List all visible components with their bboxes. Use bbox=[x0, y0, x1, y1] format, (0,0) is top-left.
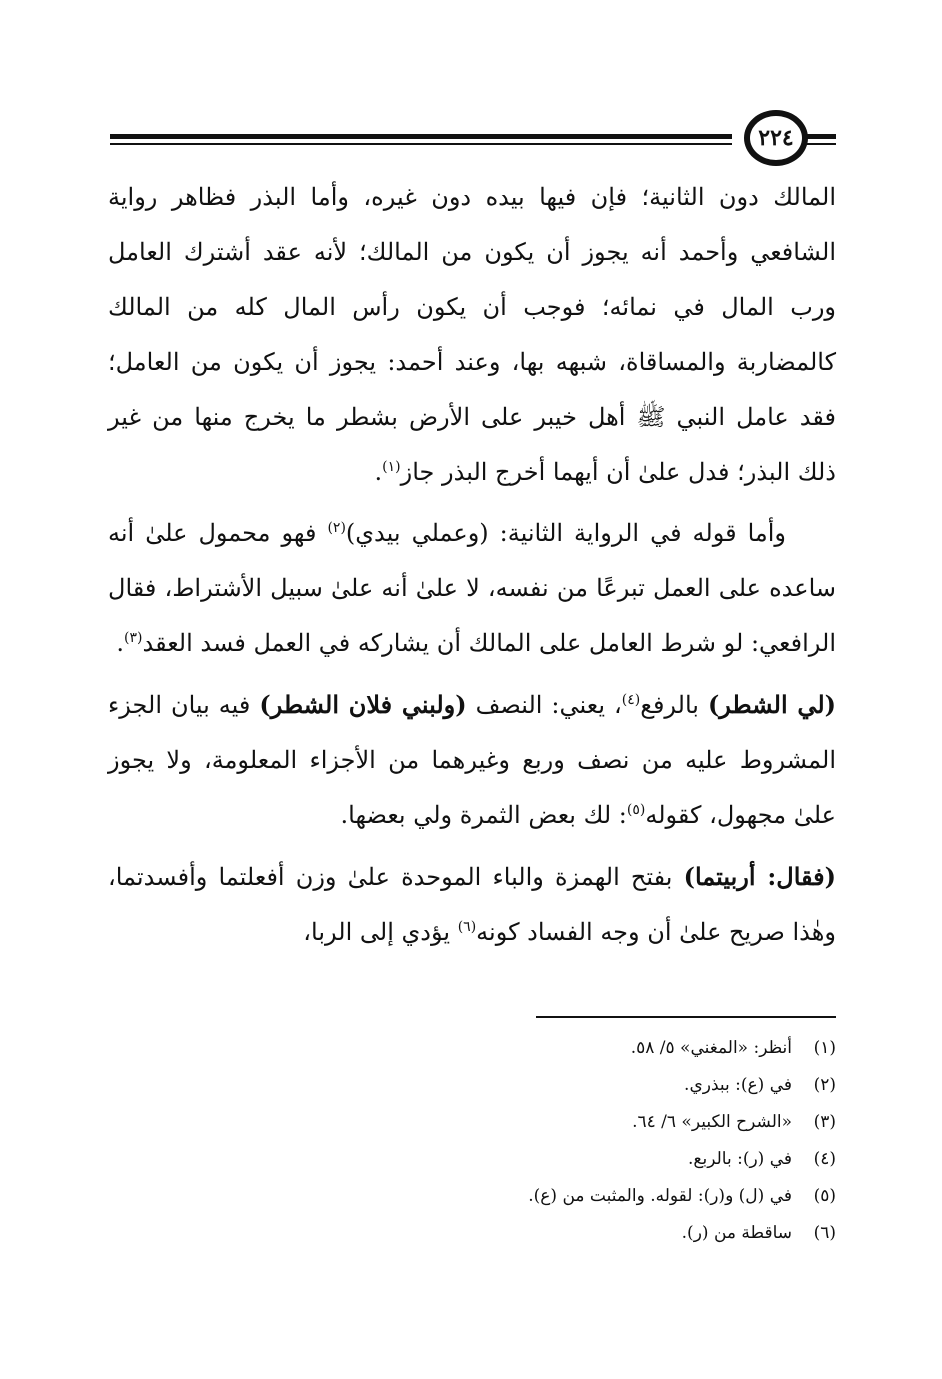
footnote-1 bbox=[336, 1030, 836, 1067]
paragraph-3 bbox=[108, 677, 836, 843]
footnote-4 bbox=[336, 1141, 836, 1178]
footnote-number: (٣) bbox=[813, 1112, 836, 1132]
footnote-5 bbox=[336, 1178, 836, 1215]
footnote-6 bbox=[336, 1215, 836, 1252]
paragraph-2-text-b: فهو محمول علىٰ أنه ساعده على العمل تبرعًا من نفسه، لا علىٰ أنه علىٰ سبيل الأشتراط، فقال الرافعي: لو شرط العامل على المالك أن يشاركه في العمل فسد العقد bbox=[108, 519, 836, 657]
footnotes bbox=[336, 1030, 836, 1252]
paragraph-4 bbox=[108, 849, 836, 960]
footnote-separator bbox=[536, 1016, 836, 1018]
footnote-number: (٢) bbox=[813, 1075, 836, 1095]
paragraph-3-text-b: ، يعني: النصف bbox=[466, 691, 622, 719]
footnote-number: (٤) bbox=[813, 1149, 836, 1169]
footnote-number: (٦) bbox=[813, 1223, 836, 1243]
footnote-marker-3: (٣) bbox=[124, 630, 143, 646]
footnote-3 bbox=[336, 1104, 836, 1141]
footnote-marker-4: (٤) bbox=[621, 692, 641, 708]
paragraph-2: وأما قوله في الرواية الثانية: (وعملي بيدي)$^{(٢)}$ فهو محمول علىٰ أنه ساعده على العمل تبرعًا من نفسه، لا علىٰ أنه علىٰ سبيل الأشتراط، فقال الرافعي: لو شرط العامل على المالك أن يشاركه في العمل فسد العقد$^{(٣)}$. bbox=[108, 519, 836, 657]
page-number: ٢٢٤ bbox=[744, 110, 808, 166]
main-text bbox=[108, 170, 836, 966]
footnote-text: أنظر: «المغني» ٥/ ٥٨. bbox=[630, 1038, 792, 1058]
footnote-marker-5: (٥) bbox=[626, 802, 646, 818]
paragraph-2-text-a: وأما قوله في الرواية الثانية: (وعملي بيدي) bbox=[345, 519, 786, 547]
footnote-marker-6: (٦) bbox=[457, 919, 477, 935]
paragraph-3-text-a: بالرفع bbox=[640, 691, 708, 719]
footnote-text: في (ل) و(ر): لقوله. والمثبت من (ع). bbox=[528, 1186, 792, 1206]
page-header bbox=[110, 108, 836, 168]
footnote-text: «الشرح الكبير» ٦/ ٦٤. bbox=[632, 1112, 792, 1132]
lemma-walibani-fulan: (ولبني فلان الشطر) bbox=[259, 690, 467, 719]
footnote-number: (١) bbox=[813, 1038, 836, 1058]
paragraph-4-text-a: بفتح الهمزة والباء الموحدة علىٰ وزن أفعلتما وأفسدتما، وهٰذا صريح علىٰ أن وجه الفساد كونه bbox=[108, 863, 836, 946]
footnote-2 bbox=[336, 1067, 836, 1104]
footnote-number: (٥) bbox=[813, 1186, 836, 1206]
paragraph-1: المالك دون الثانية؛ فإن فيها بيده دون غيره، وأما البذر فظاهر رواية الشافعي وأحمد أنه يجوز أن يكون من المالك؛ لأنه عقد أشترك العامل ورب المال في نمائه؛ فوجب أن يكون رأس المال كله من المالك كالمضاربة والمساقاة، شبهه بها، وعند أحمد: يجوز أن يكون من العامل؛ فقد عامل النبي ﷺ أهل خيبر على الأرض بشطر ما يخرج منها من غير ذلك البذر؛ فدل علىٰ أن أيهما أخرج البذر جاز$^{(١)}$. bbox=[108, 183, 836, 486]
footnote-text: في (ع): ببذري. bbox=[684, 1075, 792, 1095]
footnote-text: في (ر): بالربع. bbox=[688, 1149, 792, 1169]
paragraph-1-text: المالك دون الثانية؛ فإن فيها بيده دون غيره، وأما البذر فظاهر رواية الشافعي وأحمد أنه يجوز أن يكون من المالك؛ لأنه عقد أشترك العامل ورب المال في نمائه؛ فوجب أن يكون رأس المال كله من المالك كالمضاربة والمساقاة، شبهه بها، وعند أحمد: يجوز أن يكون من العامل؛ فقد عامل النبي ﷺ أهل خيبر على الأرض بشطر ما يخرج منها من غير ذلك البذر؛ فدل علىٰ أن أيهما أخرج البذر جاز bbox=[108, 183, 836, 486]
paragraph-4-text-b: يؤدي إلى الربا، bbox=[303, 918, 458, 946]
header-rule-thick bbox=[110, 134, 732, 139]
paragraph-3-text-c: فيه بيان الجزء المشروط عليه من نصف وربع وغيرهما من الأجزاء المعلومة، ولا يجوز علىٰ مجهول، كقوله bbox=[108, 691, 836, 829]
header-rule-thin bbox=[110, 143, 732, 145]
footnote-marker-1: (١) bbox=[382, 459, 401, 475]
footnote-marker-2: (٢) bbox=[327, 520, 346, 536]
paragraph-3-text-d: : لك بعض الثمرة ولي بعضها. bbox=[340, 801, 627, 829]
footnote-text: ساقطة من (ر). bbox=[681, 1223, 792, 1243]
lemma-li-alshatr: (لي الشطر) bbox=[707, 690, 836, 719]
lemma-faqal-arbaytuma: (فقال: أربيتما) bbox=[683, 862, 837, 891]
